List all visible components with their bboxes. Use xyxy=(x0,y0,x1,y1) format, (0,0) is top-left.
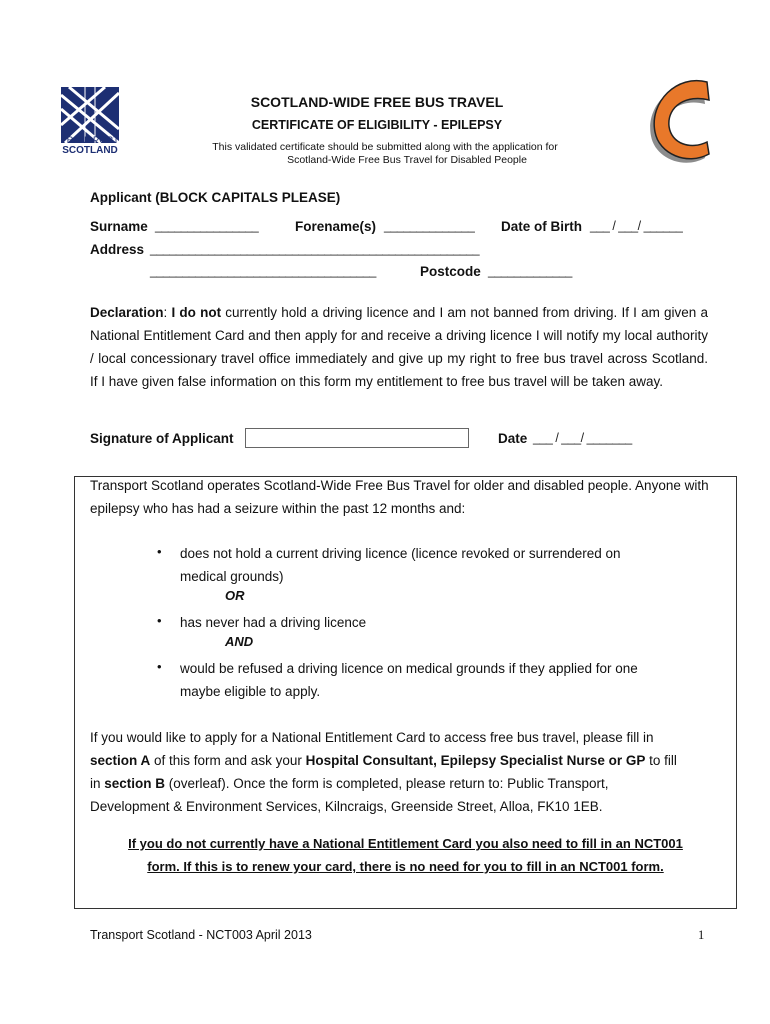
bullet-2-marker: • xyxy=(157,613,162,628)
postcode-label: Postcode xyxy=(420,264,481,279)
bullet-1-marker: • xyxy=(157,544,162,559)
signature-date-label: Date xyxy=(498,431,528,446)
nct001-note xyxy=(74,832,737,878)
apply-line2 xyxy=(90,749,677,772)
apply-line2-mid: of this form and ask your xyxy=(150,753,306,768)
section-b-ref: section B xyxy=(104,776,166,791)
address-label: Address xyxy=(90,242,145,257)
forename-field[interactable]: ______________ xyxy=(384,219,475,233)
address-field-line2[interactable]: ___________________________________ xyxy=(150,264,376,278)
bullet-1-line1: does not hold a current driving licence (licence revoked or surrendered on xyxy=(180,546,621,561)
declaration-bold-phrase: I do not xyxy=(171,305,222,320)
bullet-3-marker: • xyxy=(157,659,162,674)
apply-line3 xyxy=(90,772,608,795)
return-address: Development & Environment Services, Kilncraigs, Greenside Street, Alloa, FK10 1EB. xyxy=(90,799,603,814)
logo-text-transport: TRANSPORT xyxy=(60,135,120,145)
footer-reference: Transport Scotland - NCT003 April 2013 xyxy=(90,928,312,942)
declaration-colon: : xyxy=(163,305,172,320)
apply-line1: If you would like to apply for a National Entitlement Card to access free bus travel, please fill in xyxy=(90,730,654,745)
info-intro-line2: epilepsy who has had a seizure within the past 12 months and: xyxy=(90,501,466,516)
declaration-label: Declaration xyxy=(90,305,164,320)
info-intro-line1: Transport Scotland operates Scotland-Wide Free Bus Travel for older and disabled people. Anyone with xyxy=(90,478,709,493)
bullet-3-line1: would be refused a driving licence on medical grounds if they applied for one xyxy=(180,661,638,676)
page-title: SCOTLAND-WIDE FREE BUS TRAVEL xyxy=(250,94,504,110)
signature-date-field[interactable]: ___ / ___/ _______ xyxy=(533,431,632,445)
certificate-note-line1: This validated certificate should be submitted along with the application for xyxy=(212,141,558,153)
applicant-heading: Applicant (BLOCK CAPITALS PLEASE) xyxy=(90,190,341,205)
address-field-line1[interactable]: ___________________________________________________ xyxy=(150,242,480,256)
apply-line2-end: to fill xyxy=(645,753,677,768)
logo-text-scotland: SCOTLAND xyxy=(62,145,118,156)
declaration-text xyxy=(90,301,708,393)
page-number: 1 xyxy=(698,928,705,942)
signature-field[interactable] xyxy=(245,428,469,448)
signature-label: Signature of Applicant xyxy=(90,431,234,446)
surname-field[interactable]: ________________ xyxy=(155,219,259,233)
nct001-note-line1: If you do not currently have a National Entitlement Card you also need to fill in an NCT001 xyxy=(128,836,683,851)
bullet-2-line1: has never had a driving licence xyxy=(180,615,367,630)
and-connector: AND xyxy=(225,634,254,649)
date-of-birth-label: Date of Birth xyxy=(501,219,582,234)
surname-label: Surname xyxy=(90,219,148,234)
postcode-field[interactable]: _____________ xyxy=(488,264,572,278)
certificate-note-line2: Scotland-Wide Free Bus Travel for Disabled People xyxy=(287,154,527,166)
date-of-birth-field[interactable]: ___ / ___/ ______ xyxy=(590,219,683,233)
bullet-1-line2: medical grounds) xyxy=(180,569,284,584)
forename-label: Forename(s) xyxy=(295,219,377,234)
declaration-body: currently hold a driving licence and I am not banned from driving. If I am given a National Entitlement Card and then apply for and receive a driving licence I will notify my local authority / local concessionary travel office immediately and give up my right to free bus travel across Scotland. If I have given false information on this form my entitlement to free bus travel will be taken away. xyxy=(90,305,708,389)
medical-professionals: Hospital Consultant, Epilepsy Specialist Nurse or GP xyxy=(305,753,646,768)
nct001-note-line2: form. If this is to renew your card, there is no need for you to fill in an NCT001 form. xyxy=(147,859,664,874)
apply-in: in xyxy=(90,776,105,791)
apply-line3-end: (overleaf). Once the form is completed, please return to: Public Transport, xyxy=(165,776,609,791)
section-a-ref: section A xyxy=(90,753,151,768)
page-subtitle: CERTIFICATE OF ELIGIBILITY - EPILEPSY xyxy=(251,118,503,132)
bullet-3-line2: maybe eligible to apply. xyxy=(180,684,321,699)
or-connector: OR xyxy=(225,588,245,603)
